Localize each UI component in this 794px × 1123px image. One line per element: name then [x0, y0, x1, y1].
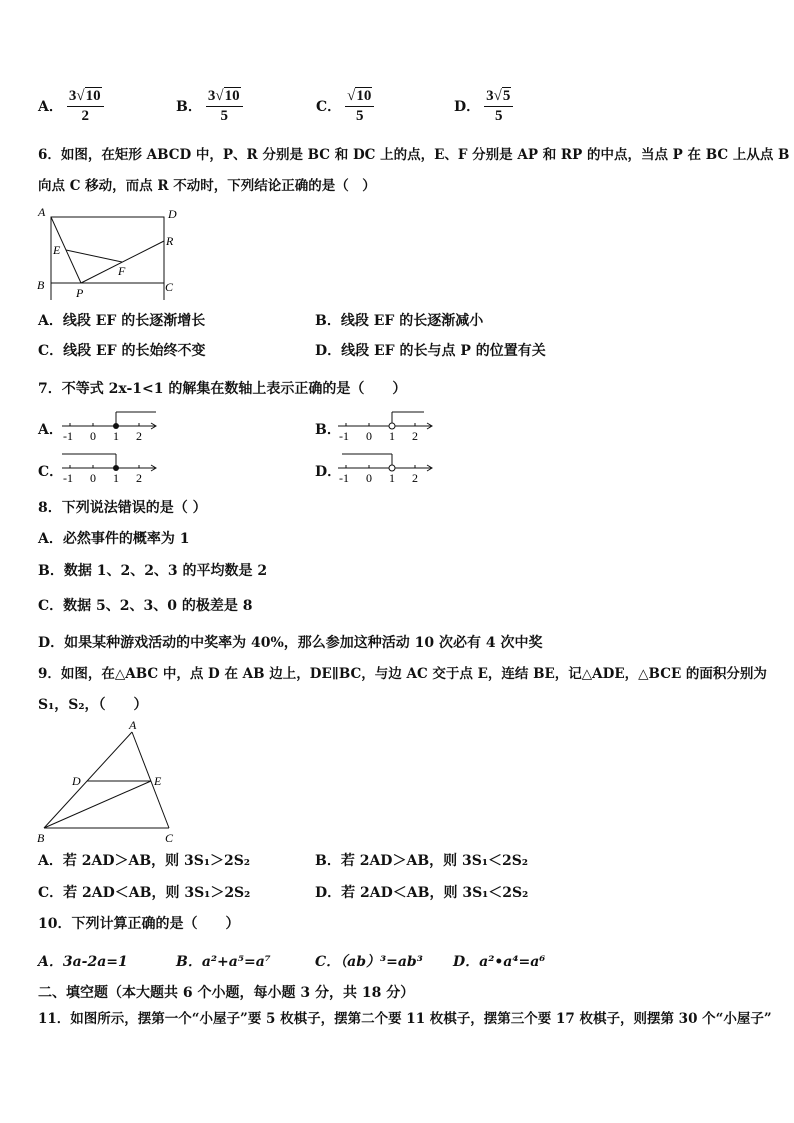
q8-option-b[interactable]: B．数据 1、2、2、3 的平均数是 2 [38, 563, 268, 579]
q10-option-b[interactable]: B．a²+a⁵=a⁷ [176, 954, 271, 970]
svg-text:0: 0 [90, 429, 96, 443]
q5-option-c[interactable]: C． $\frac{√10}{5}$ [316, 88, 374, 125]
svg-text:-1: -1 [339, 429, 349, 443]
q9-option-b[interactable]: B．若 2AD＞AB，则 3S₁＜2S₂ [315, 853, 528, 869]
q6-rectangle-figure [34, 205, 184, 300]
q9-stem-line1: 9．如图，在△ABC 中，点 D 在 AB 边上，DE∥BC，与边 AC 交于点 E，连结 BE，记△ADE，△BCE 的面积分别为 [38, 666, 767, 682]
svg-text:1: 1 [113, 429, 119, 443]
q9-option-c[interactable]: C．若 2AD＜AB，则 3S₁＞2S₂ [38, 885, 251, 901]
q7-option-d-number-line[interactable] [336, 450, 436, 486]
fraction: $\frac{3√5}{5}$ [484, 88, 513, 125]
svg-text:2: 2 [136, 429, 142, 443]
q6-option-b[interactable]: B．线段 EF 的长逐渐减小 [315, 313, 484, 329]
svg-text:1: 1 [389, 471, 395, 485]
q7-option-a-letter[interactable]: A． [38, 422, 63, 438]
q7-option-b-letter[interactable]: B． [315, 422, 341, 438]
q9-option-a[interactable]: A．若 2AD＞AB，则 3S₁＞2S₂ [38, 853, 251, 869]
section-title: 二、填空题（本大题共 6 个小题，每小题 3 分，共 18 分） [38, 985, 415, 1001]
label-e: E [53, 243, 61, 257]
q10-stem: 10．下列计算正确的是（ ） [38, 916, 240, 932]
q7-option-d-letter[interactable]: D． [315, 464, 342, 480]
q8-option-d[interactable]: D．如果某种游戏活动的中奖率为 40%，那么参加这种活动 10 次必有 4 次中奖 [38, 635, 543, 651]
q8-option-a[interactable]: A．必然事件的概率为 1 [38, 531, 190, 547]
fraction: $\frac{√10}{5}$ [345, 88, 374, 125]
q9-triangle-figure [34, 718, 184, 848]
svg-text:2: 2 [412, 429, 418, 443]
q10-option-a[interactable]: A．3a-2a=1 [38, 954, 128, 970]
q9-stem-line2: S₁，S₂，（ ） [38, 697, 148, 713]
q7-stem: 7．不等式 2x-1<1 的解集在数轴上表示正确的是（ ） [38, 381, 407, 397]
q6-option-c[interactable]: C．线段 EF 的长始终不变 [38, 343, 206, 359]
q7-option-c-number-line[interactable] [60, 450, 160, 486]
label-e: E [154, 774, 162, 788]
q10-option-d[interactable]: D．a²•a⁴=a⁶ [453, 954, 546, 970]
label-c: C [165, 280, 174, 294]
q6-option-a[interactable]: A．线段 EF 的长逐渐增长 [38, 313, 206, 329]
svg-text:0: 0 [90, 471, 96, 485]
q7-option-b-number-line[interactable] [336, 408, 436, 444]
q9-option-d[interactable]: D．若 2AD＜AB，则 3S₁＜2S₂ [315, 885, 529, 901]
fraction: $\frac{3√10}{2}$ [67, 88, 104, 125]
label-c: C [165, 831, 174, 845]
label-d: D [72, 774, 81, 788]
label-f: F [118, 264, 126, 278]
fraction: $\frac{3√10}{5}$ [206, 88, 243, 125]
q6-stem-line2: 向点 C 移动，而点 R 不动时，下列结论正确的是（ ） [38, 178, 376, 194]
label-r: R [166, 234, 174, 248]
svg-text:-1: -1 [339, 471, 349, 485]
q8-option-c[interactable]: C．数据 5、2、3、0 的极差是 8 [38, 598, 253, 614]
svg-text:0: 0 [366, 429, 372, 443]
svg-text:-1: -1 [63, 471, 73, 485]
q5-option-a[interactable]: A． $\frac{3√10}{2}$ [38, 88, 104, 125]
svg-text:1: 1 [389, 429, 395, 443]
q6-stem-line1: 6．如图，在矩形 ABCD 中，P、R 分别是 BC 和 DC 上的点，E、F 分别是 AP 和 RP 的中点，当点 P 在 BC 上从点 B [38, 147, 790, 163]
q6-option-d[interactable]: D．线段 EF 的长与点 P 的位置有关 [315, 343, 546, 359]
svg-text:0: 0 [366, 471, 372, 485]
label-a: A [129, 718, 137, 732]
label-d: D [168, 207, 177, 221]
label-b: B [37, 831, 45, 845]
label-a: A [38, 205, 46, 219]
label-p: P [76, 286, 84, 300]
q5-options [38, 88, 578, 130]
q11-stem-line1: 11．如图所示，摆第一个“小屋子”要 5 枚棋子，摆第二个要 11 枚棋子，摆第三个要 17 枚棋子，则摆第 30 个“小屋子” [38, 1011, 772, 1027]
q5-option-d[interactable]: D． $\frac{3√5}{5}$ [454, 88, 513, 125]
svg-text:2: 2 [136, 471, 142, 485]
q5-option-b[interactable]: B． $\frac{3√10}{5}$ [176, 88, 243, 125]
label-b: B [37, 278, 45, 292]
q7-option-c-letter[interactable]: C． [38, 464, 64, 480]
q8-stem: 8．下列说法错误的是（ ） [38, 500, 207, 516]
svg-text:1: 1 [113, 471, 119, 485]
q7-option-a-number-line[interactable] [60, 408, 160, 444]
svg-text:2: 2 [412, 471, 418, 485]
svg-text:-1: -1 [63, 429, 73, 443]
q10-option-c[interactable]: C．（ab）³=ab³ [315, 954, 423, 970]
